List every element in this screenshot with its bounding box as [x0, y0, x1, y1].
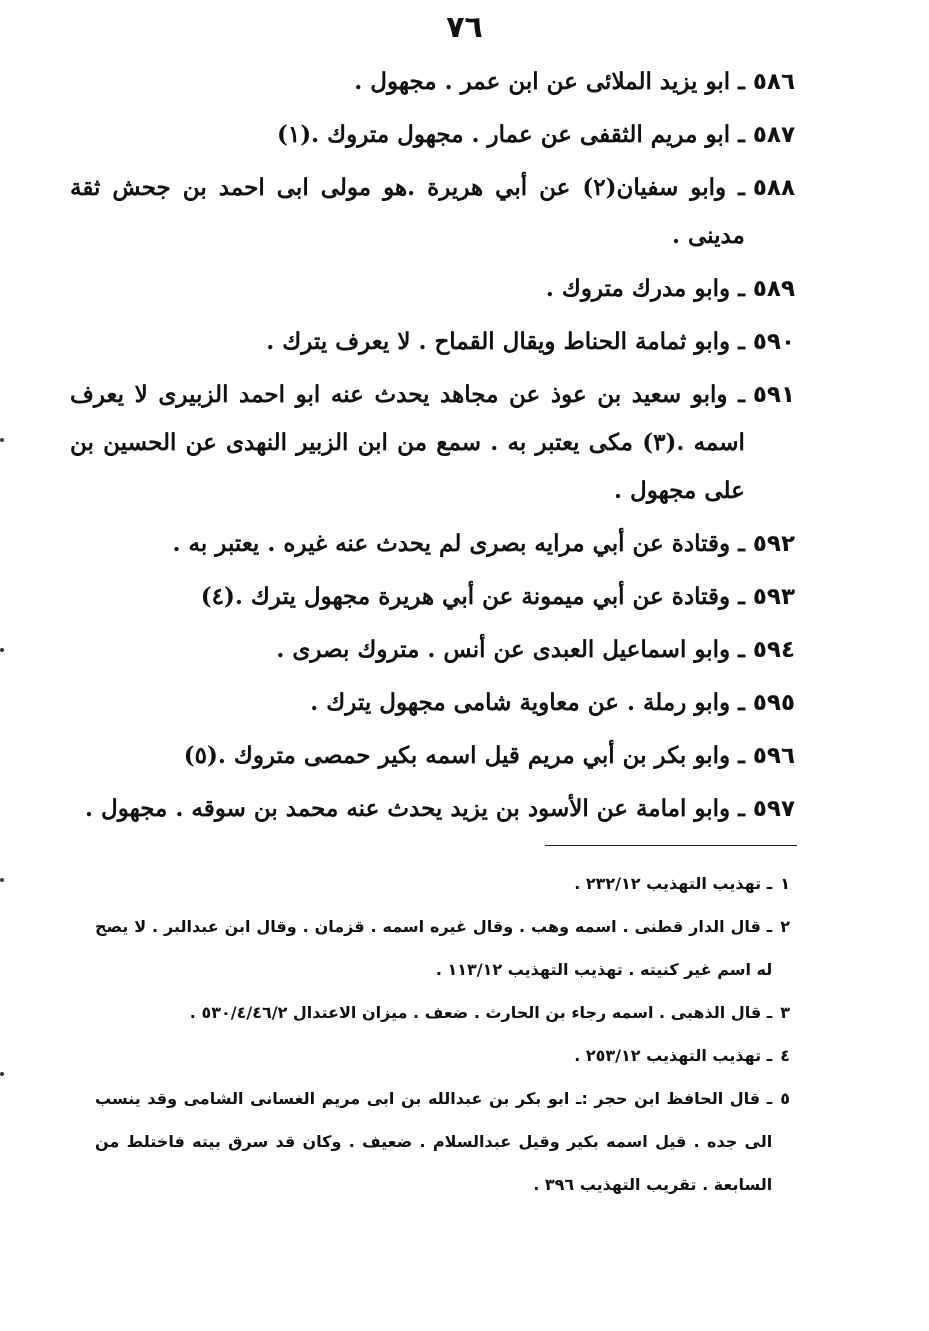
footnote-number: ٢: [780, 917, 790, 936]
footnote-text: ـ تهذيب التهذيب ٢٥٣/١٢ .: [574, 1046, 773, 1065]
entry-589: [70, 265, 795, 313]
entry-number: ٥٩٧: [752, 796, 795, 822]
narrator-entries: [70, 58, 795, 838]
entry-number: ٥٩٢: [752, 531, 795, 557]
footnote-text: ـ قال الذهبى . اسمه رجاء بن الحارث . ضعف . ميزان الاعتدال ٥٣٠/٤/٤٦/٢ .: [189, 1003, 773, 1022]
margin-speck: [0, 878, 4, 882]
entry-text: ـ وابو رملة . عن معاوية شامى مجهول يترك .: [310, 689, 745, 716]
entry-text: ـ وقتادة عن أبي مرايه بصرى لم يحدث عنه غيره . يعتبر به .: [172, 530, 745, 557]
entry-596: [70, 732, 795, 780]
entry-text: ـ وابو سعيد بن عوذ عن مجاهد يحدث عنه ابو احمد الزبيرى لا يعرف اسمه .(٣) مكى يعتبر به . سمع من ابن الزبير النهدى عن الحسين بن على مجهول .: [70, 381, 745, 504]
entry-592: [70, 520, 795, 568]
entry-number: ٥٩٠: [752, 329, 795, 355]
entry-number: ٥٩٣: [752, 584, 795, 610]
entry-number: ٥٩٥: [752, 690, 795, 716]
entry-number: ٥٩٦: [752, 743, 795, 769]
entry-594: [70, 626, 795, 674]
entry-number: ٥٨٩: [752, 276, 795, 302]
entry-text: ـ وابو ثمامة الحناط ويقال القماح . لا يعرف يترك .: [266, 328, 745, 355]
entry-number: ٥٩٤: [752, 637, 795, 663]
entry-587: [70, 111, 795, 159]
footnote-3: [95, 991, 790, 1034]
entry-number: ٥٨٦: [752, 69, 795, 95]
footnote-number: ٣: [780, 1003, 790, 1022]
entry-number: ٥٩١: [752, 382, 795, 408]
entry-text: ـ وابو اسماعيل العبدى عن أنس . متروك بصرى .: [276, 636, 745, 663]
page-number: ٧٦: [446, 10, 483, 45]
margin-speck: [0, 438, 4, 442]
footnote-text: ـ قال الحافظ ابن حجر :ـ ابو بكر بن عبدالله بن ابى مريم الغسانى الشامى وقد ينسب الى جده . قيل اسمه بكير وقيل عبدالسلام . ضعيف . وكان قد سرق بيته فاختلط من السابعة . تقريب التهذيب ٣٩٦ .: [95, 1089, 773, 1194]
entry-text: ـ وابو سفيان(٢) عن أبي هريرة .هو مولى ابى احمد بن جحش ثقة مدينى .: [70, 174, 745, 249]
entry-text: ـ ابو مريم الثقفى عن عمار . مجهول متروك .(١): [277, 121, 745, 148]
footnote-number: ٤: [780, 1046, 790, 1065]
entry-597: [70, 785, 795, 833]
footnote-number: ١: [780, 874, 790, 893]
entry-590: [70, 318, 795, 366]
entry-593: [70, 573, 795, 621]
footnote-5: [95, 1077, 790, 1206]
entry-text: ـ وقتادة عن أبي ميمونة عن أبي هريرة مجهول يترك .(٤): [200, 583, 745, 610]
footnote-1: [95, 862, 790, 905]
footnote-text: ـ قال الدار قطنى . اسمه وهب . وقال غيره اسمه . قزمان . وقال ابن عبدالبر . لا يصح له اسم غير كنيته . تهذيب التهذيب ١١٣/١٢ .: [95, 917, 773, 979]
footnotes: [95, 862, 790, 1206]
entry-588: [70, 164, 795, 260]
footnote-separator: [545, 845, 797, 846]
footnote-text: ـ تهذيب التهذيب ٢٣٢/١٢ .: [574, 874, 773, 893]
entry-text: ـ وابو امامة عن الأسود بن يزيد يحدث عنه محمد بن سوقه . مجهول .: [85, 795, 745, 822]
entry-586: [70, 58, 795, 106]
entry-595: [70, 679, 795, 727]
margin-speck: [0, 648, 4, 652]
margin-speck: [0, 1072, 4, 1076]
entry-text: ـ وابو بكر بن أبي مريم قيل اسمه بكير حمصى متروك .(٥): [183, 742, 745, 769]
entry-text: ـ وابو مدرك متروك .: [545, 275, 745, 302]
entry-number: ٥٨٧: [752, 122, 795, 148]
entry-number: ٥٨٨: [752, 175, 795, 201]
footnote-2: [95, 905, 790, 991]
entry-text: ـ ابو يزيد الملائى عن ابن عمر . مجهول .: [354, 68, 745, 95]
entry-591: [70, 371, 795, 515]
footnote-4: [95, 1034, 790, 1077]
footnote-number: ٥: [780, 1089, 790, 1108]
